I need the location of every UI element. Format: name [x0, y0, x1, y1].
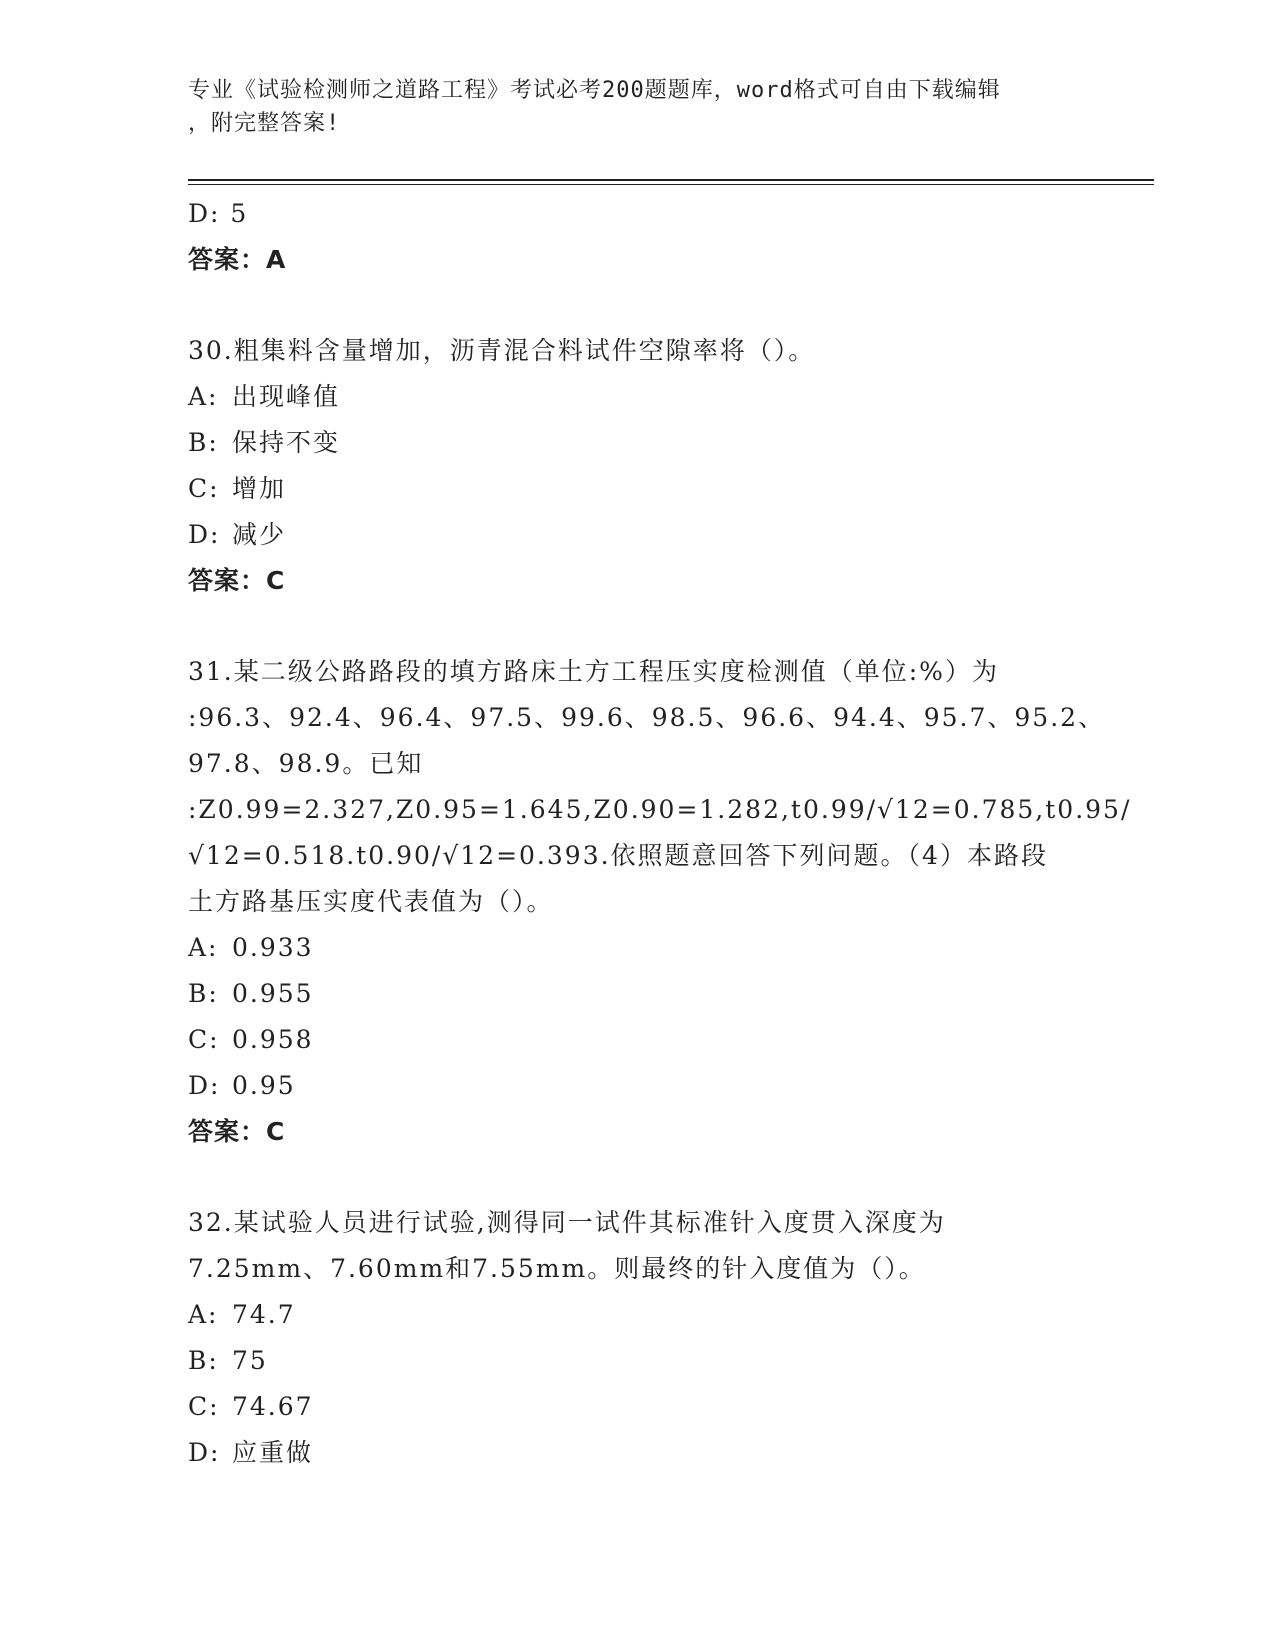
question-stem-line-2: :96.3、92.4、96.4、97.5、99.6、98.5、96.6、94.4、95.7、95.2、 [188, 703, 1106, 732]
option-text: 出现峰值 [232, 382, 341, 411]
question-31 [188, 649, 1132, 1155]
page-header [188, 74, 1068, 140]
option-text: 74.7 [232, 1300, 296, 1329]
header-title-line-2: ，附完整答案! [188, 111, 341, 136]
spacer [188, 604, 1088, 649]
option-a [188, 374, 1088, 420]
spacer [188, 283, 1088, 328]
header-divider-thick [188, 179, 1154, 181]
option-text: 减少 [232, 520, 287, 549]
option-key: D: [188, 1071, 221, 1100]
option-key: D: [188, 1438, 221, 1467]
option-key: B: [188, 1346, 219, 1375]
option-d [188, 1063, 1088, 1109]
option-text: 0.95 [232, 1071, 296, 1100]
option-key: C: [188, 1025, 220, 1054]
option-key: D: [188, 520, 221, 549]
question-stem-line-4: :Z0.99=2.327,Z0.95=1.645,Z0.90=1.282,t0.99/√12=0.785,t0.95/ [188, 795, 1132, 824]
option-text: 0.955 [232, 979, 314, 1008]
option-key: A: [188, 933, 219, 962]
option-c [188, 1017, 1088, 1063]
option-b [188, 1338, 1088, 1384]
option-text: 增加 [232, 474, 287, 503]
option-c [188, 466, 1088, 512]
prev-option-d: D: 5 [188, 199, 249, 228]
option-key: C: [188, 1392, 220, 1421]
question-stem-line-2: 7.25mm、7.60mm和7.55mm。则最终的针入度值为（）。 [188, 1254, 926, 1283]
answer-line: 答案：C [188, 1117, 286, 1146]
option-b [188, 971, 1088, 1017]
question-30 [188, 328, 1088, 604]
question-stem-line-1: 32.某试验人员进行试验,测得同一试件其标准针入度贯入深度为 [188, 1208, 946, 1237]
option-d [188, 1430, 1088, 1476]
option-text: 0.958 [232, 1025, 314, 1054]
option-text: 0.933 [232, 933, 314, 962]
option-a [188, 1292, 1088, 1338]
option-key: A: [188, 382, 219, 411]
option-text: 75 [232, 1346, 268, 1375]
option-b [188, 420, 1088, 466]
question-stem-line-1: 31.某二级公路路段的填方路床土方工程压实度检测值（单位:%）为 [188, 657, 999, 686]
option-d [188, 512, 1088, 558]
question-stem-line-6: 土方路基压实度代表值为（）。 [188, 887, 554, 916]
question-stem-line-5: √12=0.518.t0.90/√12=0.393.依照题意回答下列问题。（4）本路段 [188, 841, 1048, 870]
option-key: B: [188, 979, 219, 1008]
option-text: 保持不变 [232, 428, 341, 457]
option-key: C: [188, 474, 220, 503]
option-c [188, 1384, 1088, 1430]
option-a [188, 925, 1088, 971]
header-title-line-1: 专业《试验检测师之道路工程》考试必考200题题库，word格式可自由下载编辑 [188, 78, 1001, 103]
spacer [188, 1155, 1088, 1200]
option-key: A: [188, 1300, 219, 1329]
answer-line: 答案：C [188, 566, 286, 595]
option-key: B: [188, 428, 219, 457]
header-divider-thin [188, 184, 1154, 185]
question-stem-line-3: 97.8、98.9。已知 [188, 749, 424, 778]
question-stem: 30.粗集料含量增加，沥青混合料试件空隙率将（）。 [188, 336, 816, 365]
question-32 [188, 1200, 1088, 1476]
option-text: 应重做 [232, 1438, 314, 1467]
prev-answer: 答案：A [188, 245, 287, 274]
question-list [188, 191, 1132, 1476]
option-text: 74.67 [232, 1392, 314, 1421]
